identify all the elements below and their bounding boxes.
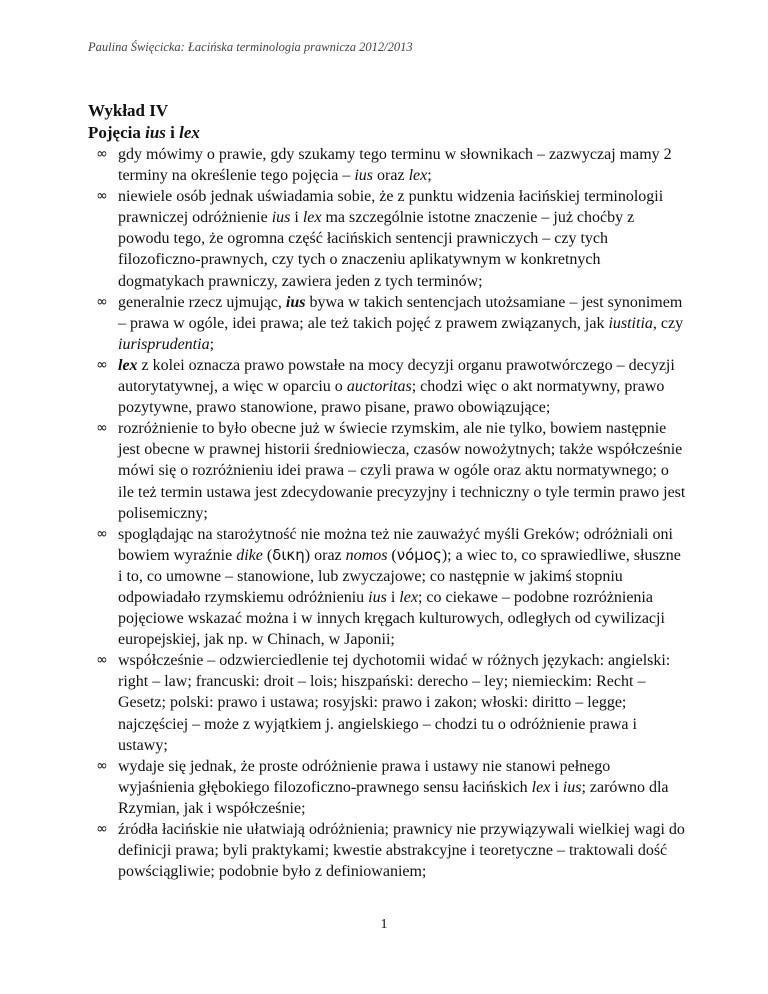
list-item [88,819,688,882]
list-item [88,292,688,355]
text-segment: i [290,209,303,227]
text-segment: lex [302,209,322,227]
text-segment: generalnie rzecz ujmując, [118,293,286,311]
text-segment: ; [427,167,432,185]
infinity-bullet-icon: ∞ [96,146,108,162]
text-segment: nomos [345,546,388,564]
text-segment: źródła łacińskie nie ułatwiają odróżnienia; prawnicy nie przywiązywali wielkiej wagi do definicji prawa; byli praktykami; kwestie abstrakcyjne i teoretyczne – traktowali dość powściągliwie; podobnie było z definiowaniem; [118,821,685,881]
text-segment: lex [408,167,428,185]
text-segment: ); a wiec to, co sprawiedliwe, słuszne i to, co umowne – stanowione, lub zwyczajowe; co następnie w jakimś stopniu odpowiadało rzymskiemu odróżnieniu [118,546,681,606]
text-segment: ius [354,167,374,185]
infinity-bullet-icon: ∞ [96,188,108,205]
infinity-bullet-icon: ∞ [96,293,108,310]
page-content [88,100,688,882]
subtitle-and: i [165,123,180,142]
text-segment: spoglądając na starożytność nie można też nie zauważyć myśli Greków; odróżniali oni bowiem wyraźnie [118,525,673,564]
list-item [88,650,688,755]
list-item [88,355,688,418]
text-segment: ma szczególnie istotne znaczenie – już choćby z powodu tego, że ogromna część łacińskich sentencji prawniczych – czy tych filozoficzno-prawnych, czy tych o znaczeniu aplikatywnym w konkretnych dogmatykach prawniczy, zawiera jeden z tych terminów; [118,209,635,290]
text-segment: rozróżnienie to było obecne już w świecie rzymskim, ale nie tylko, bowiem następnie jest obecne w prawnej historii średniowiecza, czasów nowożytnych; także współcześnie mówi się o rozróżnieniu idei prawa – czyli prawa w ogóle oraz aktu normatywnego; o ile też termin ustawa jest zdecydowanie precyzyjny i techniczny o tyle termin prawo jest polisemiczny; [118,420,686,522]
text-segment: ius [368,588,387,606]
text-segment: iurisprudentia [118,335,210,353]
list-item [88,144,688,186]
text-segment: dike [236,546,263,564]
text-segment: ius [285,293,306,311]
text-segment: z kolei oznacza prawo powstałe na mocy decyzji organu prawotwórczego – decyzji autorytatywnej, a więc w oparciu o [118,356,675,396]
infinity-bullet-icon: ∞ [96,821,108,837]
running-header: Paulina Święcicka: Łacińska terminologia prawnicza 2012/2013 [88,40,413,54]
text-segment: ; co ciekawe – podobne rozróżnienia pojęciowe wskazać można i w innych kręgach kulturowych, odległych od cywilizacji europejskiej, jak np. w Chinach, w Japonii; [118,588,665,649]
text-segment: ( [387,546,397,564]
subtitle-prefix: Pojęcia [88,123,146,142]
lecture-title: Wykład IV [88,101,169,120]
text-segment: niewiele osób jednak uświadamia sobie, że z punktu widzenia łacińskiej terminologii prawniczej odróżnienie [118,188,664,227]
page-number: 1 [380,917,388,932]
text-segment: auctoritas [346,378,412,396]
text-segment: i [386,588,400,606]
text-segment: wydaje się jednak, że proste odróżnienie prawa i ustawy nie stanowi pełnego wyjaśnienia głębokiego filozoficzno-prawnego sensu łacińskich [118,757,611,796]
text-segment: , czy [652,314,684,332]
bullet-list [88,144,688,882]
lecture-subtitle [88,122,688,144]
infinity-bullet-icon: ∞ [96,420,108,437]
text-segment: lex [399,588,418,606]
text-segment: gdy mówimy o prawie, gdy szukamy tego terminu w słownikach – zazwyczaj mamy 2 terminy na określenie tego pojęcia – [118,146,672,185]
text-segment: δικη [272,545,305,564]
text-segment: ; [209,335,215,353]
text-segment: bywa w takich sentencjach utożsamiane – jest synonimem – prawa w ogóle, idei prawa; ale też takich pojęć z prawem związanych, jak [118,293,683,332]
text-segment: ; chodzi więc o akt normatywny, prawo pozytywne, prawo stanowione, prawo pisane, prawo obowiązujące; [118,378,665,417]
subtitle-ius: ius [145,123,166,142]
subtitle-lex: lex [179,123,200,142]
list-item [88,524,688,651]
text-segment: lex [531,778,551,796]
text-segment: i [550,778,563,796]
list-item [88,418,688,523]
infinity-bullet-icon: ∞ [96,757,108,774]
text-segment: ; zarówno dla Rzymian, jak i współcześnie; [118,778,669,817]
text-segment: ius [271,209,291,227]
text-segment: ( [262,546,273,564]
text-segment: lex [118,356,138,374]
text-segment: współcześnie – odzwierciedlenie tej dychotomii widać w różnych językach: angielski: right – law; francuski: droit – lois; hiszpański: derecho – ley; niemieckim: Recht – Gesetz; polski: prawo i ustawa; rosyjski: prawo i zakon; włoski: diritto – legge; najczęściej – może z wyjątkiem j. angielskiego – chodzi tu o odróżnienie prawa i ustawy; [118,652,671,754]
infinity-bullet-icon: ∞ [96,525,108,542]
infinity-bullet-icon: ∞ [96,356,108,373]
text-segment: iustitia [608,314,653,332]
list-item [88,756,688,819]
text-segment: ) oraz [304,546,346,564]
infinity-bullet-icon: ∞ [96,652,108,669]
list-item [88,186,688,291]
text-segment: νόμος [396,545,442,564]
text-segment: oraz [373,167,409,185]
text-segment: ius [562,778,582,796]
